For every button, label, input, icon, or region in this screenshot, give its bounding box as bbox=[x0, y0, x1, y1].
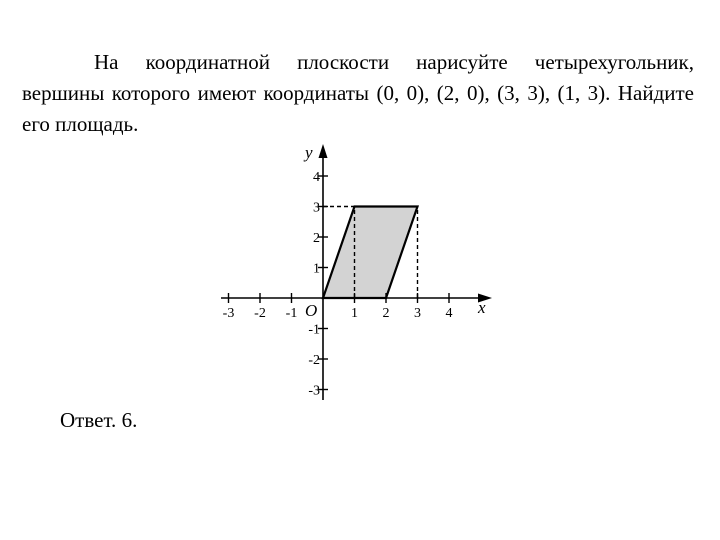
x-tick-label: 2 bbox=[382, 306, 390, 321]
x-tick-label: -1 bbox=[285, 306, 298, 321]
y-tick-label: 2 bbox=[313, 231, 320, 246]
y-axis-label: y bbox=[305, 143, 313, 162]
y-tick-label: -1 bbox=[308, 322, 320, 338]
y-tick-label: 1 bbox=[313, 261, 320, 277]
y-tick-label: 4 bbox=[313, 170, 320, 185]
answer-value: 6. bbox=[121, 408, 138, 432]
x-tick-label: 3 bbox=[414, 306, 421, 321]
x-tick-label: 4 bbox=[445, 306, 453, 321]
x-tick-label: 1 bbox=[351, 306, 358, 321]
x-tick-label: -3 bbox=[222, 306, 235, 321]
origin-label: O bbox=[305, 301, 318, 320]
y-tick-label: 3 bbox=[313, 200, 320, 216]
answer bbox=[60, 408, 137, 433]
y-tick-label: -2 bbox=[308, 353, 320, 368]
answer-label: Ответ. bbox=[60, 408, 117, 432]
y-axis-arrow bbox=[319, 144, 328, 158]
x-tick-label: -2 bbox=[254, 306, 266, 321]
quadrilateral-fill bbox=[323, 207, 418, 299]
problem-text: На координатной плоскости нарисуйте четырехугольник, вершины которого имеют координаты (0, 0), (2, 0), (3, 3), (1, 3). Найдите его площадь. bbox=[22, 50, 694, 136]
y-tick-label: -3 bbox=[308, 383, 320, 399]
x-axis-label: x bbox=[478, 298, 486, 317]
